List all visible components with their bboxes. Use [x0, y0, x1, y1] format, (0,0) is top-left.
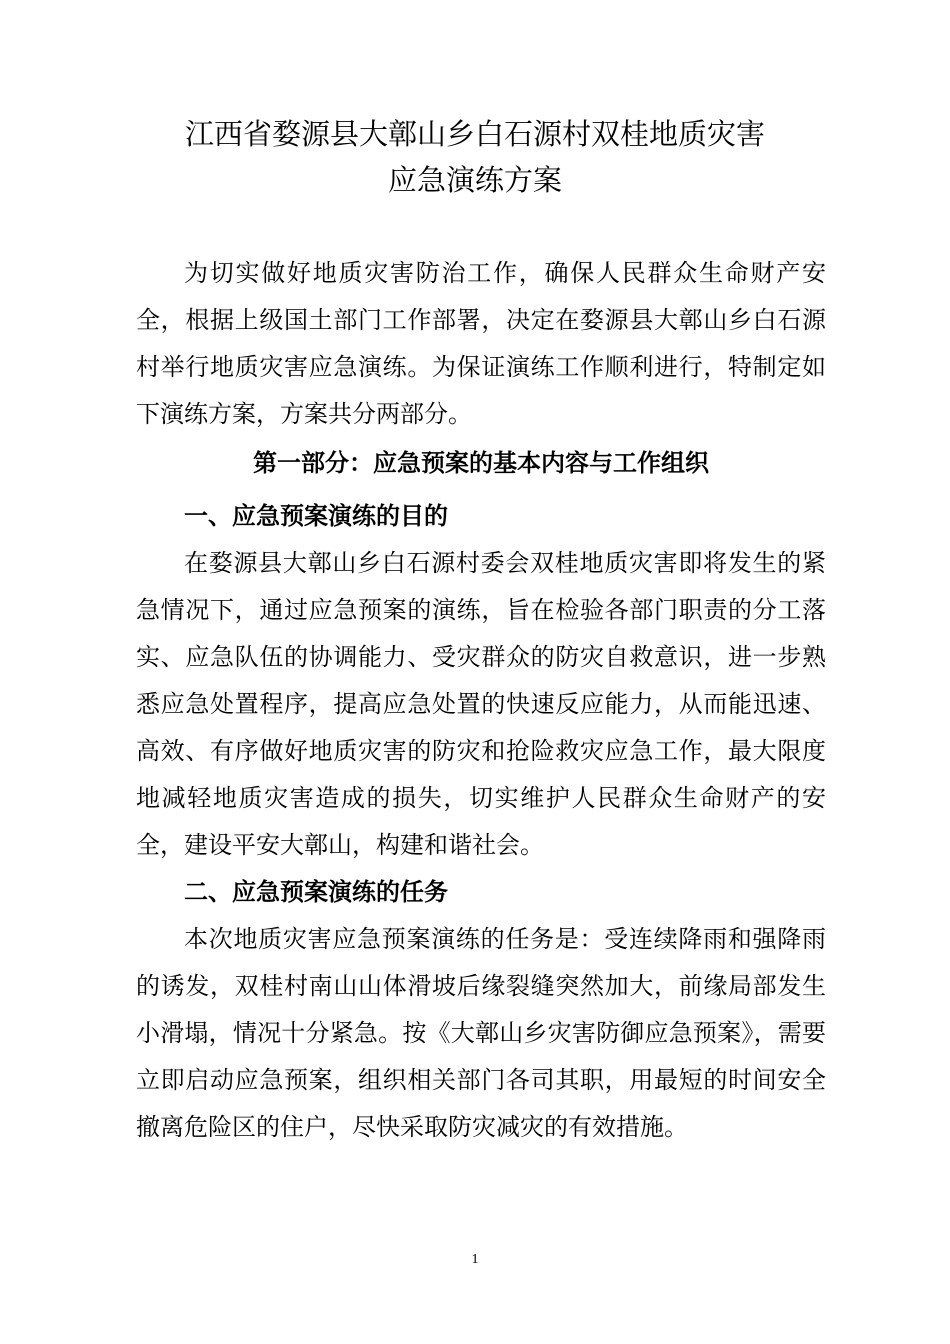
page-number: 1	[471, 1252, 479, 1267]
section2-paragraph: 本次地质灾害应急预案演练的任务是：受连续降雨和强降雨的诱发，双桂村南山山体滑坡后缘裂缝突然加大，前缘局部发生小滑塌，情况十分紧急。按《大鄣山乡灾害防御应急预案》，需要立即启动应急预案，组织相关部门各司其职，用最短的时间安全撤离危险区的住户，尽快采取防灾减灾的有效措施。	[136, 925, 826, 1141]
section1-paragraph: 在婺源县大鄣山乡白石源村委会双桂地质灾害即将发生的紧急情况下，通过应急预案的演练，旨在检验各部门职责的分工落实、应急队伍的协调能力、受灾群众的防灾自救意识，进一步熟悉应急处置程序，提高应急处置的快速反应能力，从而能迅速、高效、有序做好地质灾害的防灾和抢险救灾应急工作，最大限度地减轻地质灾害造成的损失，切实维护人民群众生命财产的安全，建设平安大鄣山，构建和谐社会。	[136, 549, 826, 859]
intro-paragraph: 为切实做好地质灾害防治工作，确保人民群众生命财产安全，根据上级国土部门工作部署，决定在婺源县大鄣山乡白石源村举行地质灾害应急演练。为保证演练工作顺利进行，特制定如下演练方案，方案共分两部分。	[136, 259, 826, 428]
document-title-line1: 江西省婺源县大鄣山乡白石源村双桂地质灾害	[184, 117, 765, 151]
section1-heading: 一、应急预案演练的目的	[184, 502, 448, 530]
part1-heading: 第一部分：应急预案的基本内容与工作组织	[253, 449, 709, 477]
document-title-line2: 应急演练方案	[387, 163, 562, 197]
section2-heading: 二、应急预案演练的任务	[184, 878, 448, 906]
document-body	[136, 250, 826, 1151]
